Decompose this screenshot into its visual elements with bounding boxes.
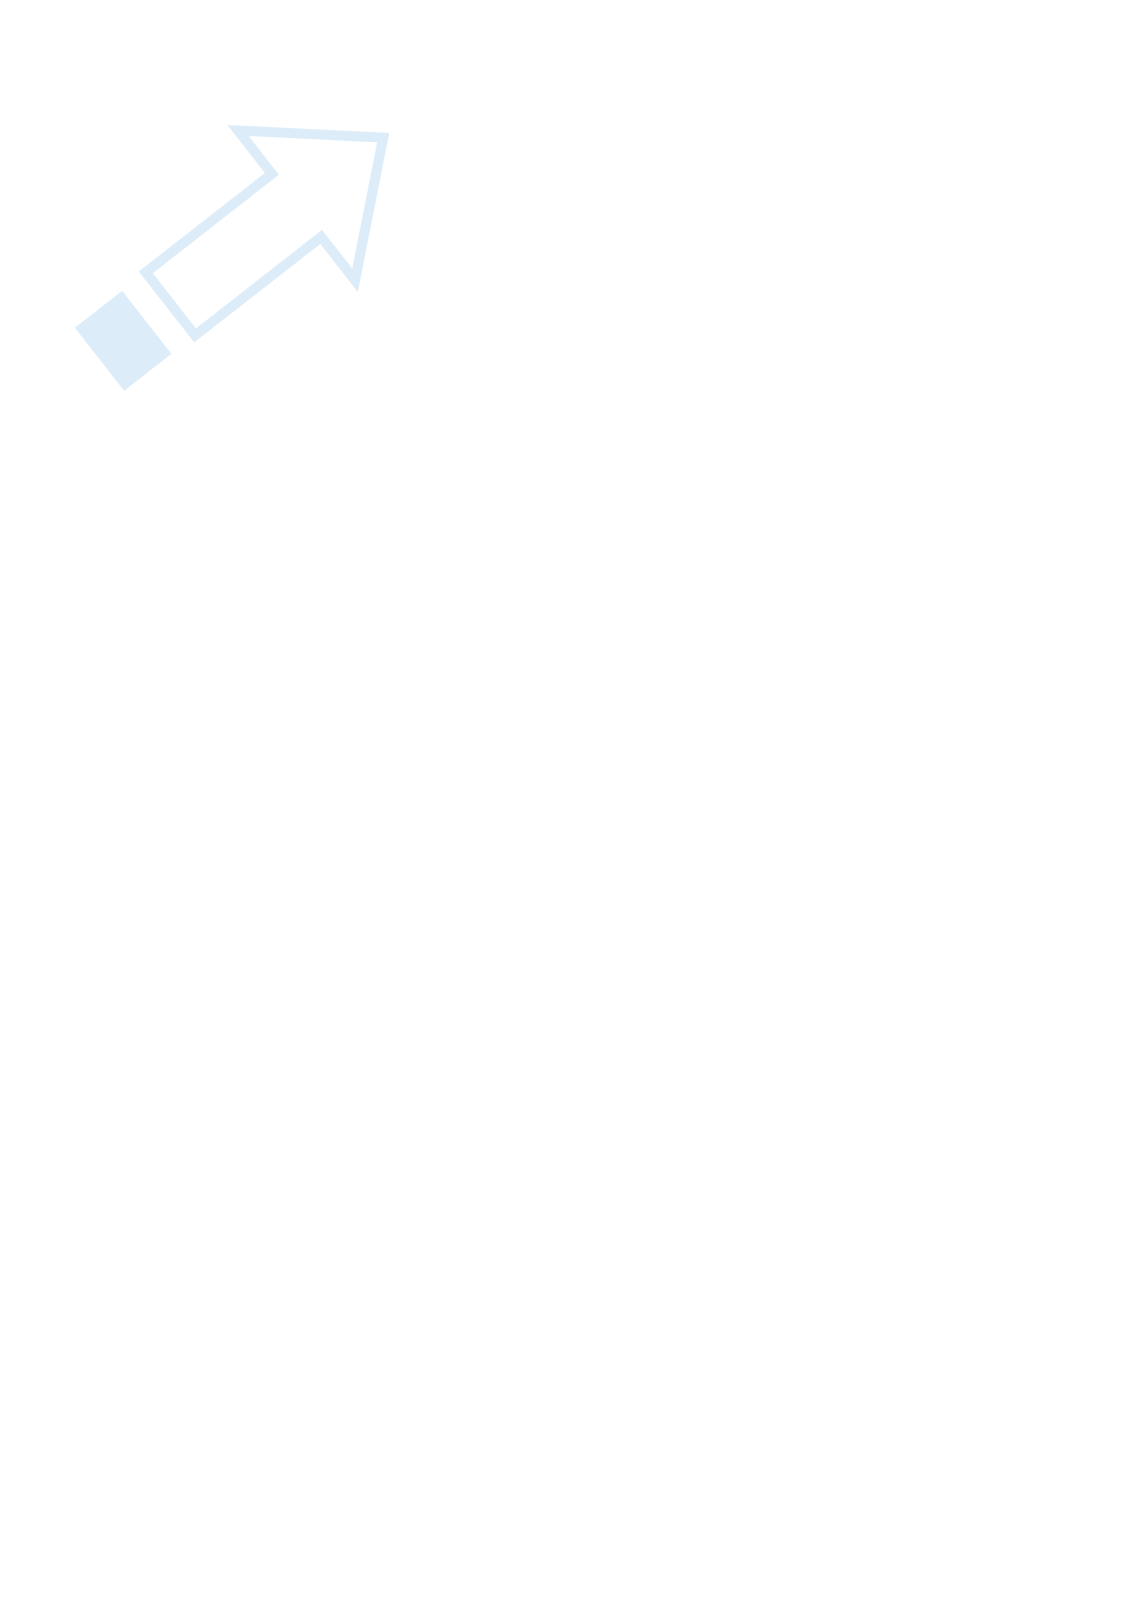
page-content	[82, 88, 1072, 122]
